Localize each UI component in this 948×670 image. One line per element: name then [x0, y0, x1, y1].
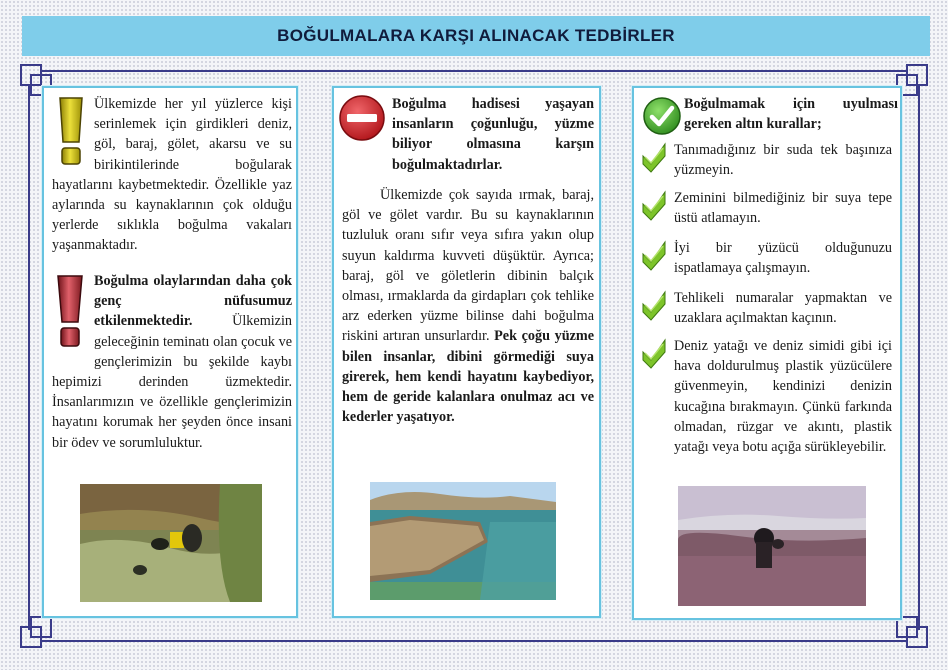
title-bar [22, 16, 930, 56]
panel-golden-rules [632, 86, 902, 620]
rule-text: Tanımadığınız bir suda tek başınıza yüzmeyin. [674, 142, 892, 179]
frame-right-line [918, 84, 920, 630]
green-check-icon [642, 142, 666, 174]
risk-heading: Boğulma hadisesi yaşayan insanların çoğunluğu, yüzme biliyor olmasına karşın boğulmaktadırlar. [392, 96, 594, 173]
risk-body: Ülkemizde çok sayıda ırmak, baraj, göl ve gölet vardır. Bu su kaynaklarının tuzluluk oranı sıfır veya sıfıra yakın olup suyun kaldırma kuvveti düşüktür. Ayrıca; baraj, göl ve göletlerin dibinin balçık olması, ırmaklarda da girdapları çok tehlike arz ederken yüzme bilinse dahi boğulma riskini artıran unsurlardır. Pek çoğu yüzme bilen insanlar, dibini görmediği suya girerek, hem kendi hayatını kaybediyor, hem de geride kalanlara onulmaz acı ve kederler yaşatıyor. [342, 187, 594, 426]
green-check-icon [642, 190, 666, 222]
green-check-icon [642, 338, 666, 370]
diver-at-lake-photo [678, 486, 866, 606]
rule-text: Tehlikeli numaralar yapmaktan ve uzaklara açılmaktan kaçının. [674, 290, 892, 327]
frame-top-line [40, 70, 908, 72]
youth-paragraph: Boğulma olaylarından daha çok genç nüfusumuz etkilenmektedir. Ülkemizin geleceğinin teminatı olan çocuk ve gençlerimizin bu şekilde kaybı hepimizi derinden üzmektedir. İnsanlarımızın ve özellikle gençlerimizin hayatını korumak her şeyden önce insani bir ödev ve sorumluluktur. [52, 273, 292, 451]
page-title: BOĞULMALARA KARŞI ALINACAK TEDBİRLER [277, 26, 675, 45]
risk-body-bold: Pek çoğu yüzme bilen insanlar, dibini görmediği suya girerek, hem kendi hayatını kaybediyor, hem de geride kalanlara onulmaz acı ve kederler yaşatıyor. [342, 328, 594, 426]
divers-in-shallow-water-photo [80, 484, 262, 602]
youth-paragraph-bold: Boğulma olaylarından daha çok genç nüfusumuz etkilenmektedir. [94, 273, 292, 330]
no-entry-icon [338, 94, 386, 142]
rule-text: İyi bir yüzücü olduğunuzu ispatlamaya çalışmayın. [674, 240, 892, 277]
panel-swimmers-risk [332, 86, 601, 618]
rules-heading: Boğulmamak için uyulması gereken altın kurallar; [684, 96, 898, 133]
green-checkmark-icon [642, 96, 682, 136]
panel-intro [42, 86, 298, 618]
reservoir-shore-photo [370, 482, 556, 600]
green-check-icon [642, 240, 666, 272]
intro-paragraph: Ülkemizde her yıl yüzlerce kişi serinlemek için girdikleri deniz, göl, baraj, gölet, akarsu ve su birikintilerinde boğularak hayatlarını kaybetmektedir. Özellikle yaz aylarında su kaynaklarının çok olduğu yerlerde sıklıkla boğulma vakaları yaşanmaktadır. [52, 96, 292, 254]
rule-text: Zeminini bilmediğiniz bir suya tepe üstü atlamayın. [674, 190, 892, 227]
rule-text: Deniz yatağı ve deniz simidi gibi içi hava doldurulmuş plastik yüzücülere güvenmeyin, kendinizi denizin kucağına bırakmayın. Çünkü farkında olmadan, rüzgar ve akıntı, plastik yatağı veya botu açığa sürükleyebilir. [674, 338, 892, 456]
frame-left-line [28, 84, 30, 630]
frame-bottom-line [40, 640, 908, 642]
green-check-icon [642, 290, 666, 322]
